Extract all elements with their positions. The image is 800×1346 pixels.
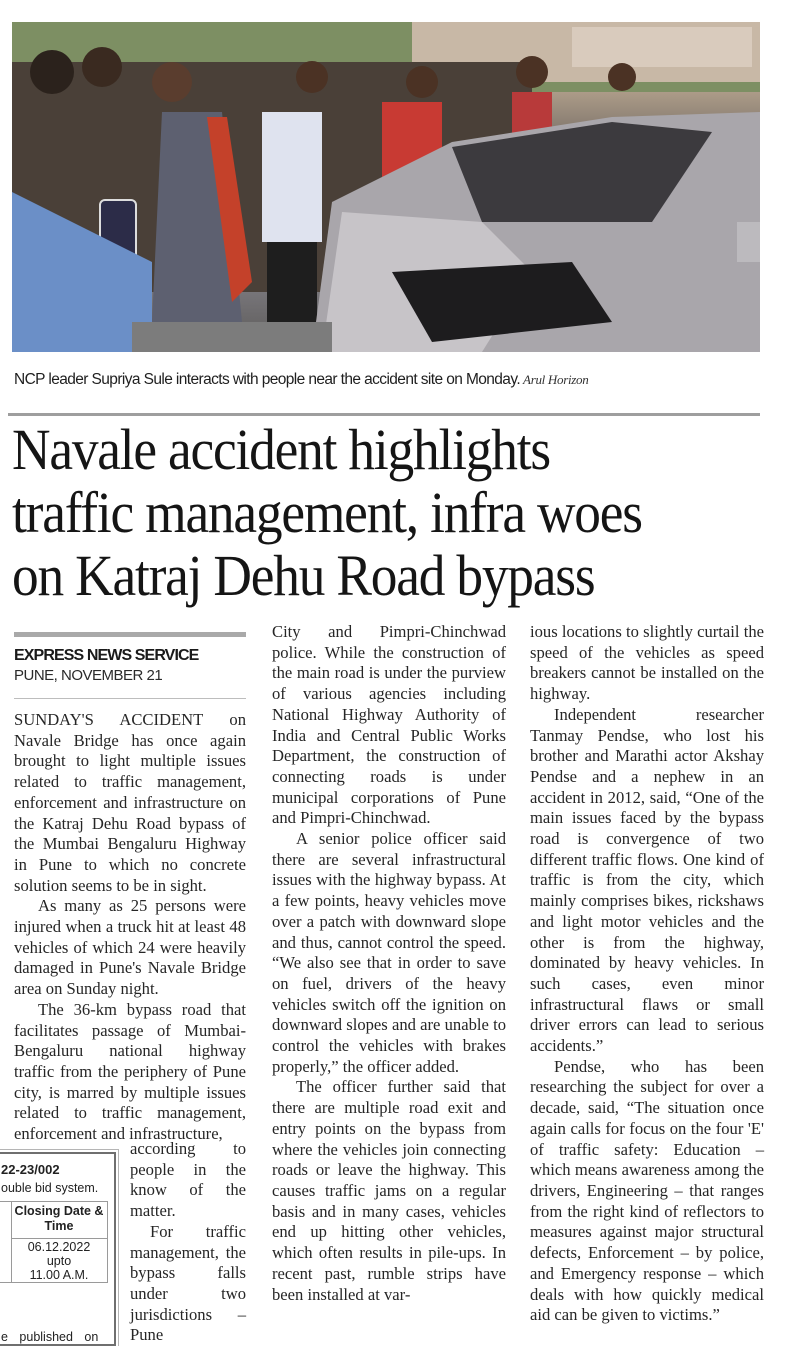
article-headline [12, 418, 730, 607]
paragraph: The officer further said that there are multiple road exit and entry points on the bypass from where the vehicles join connecting roads or leave the highway. This causes traffic jams on a regular basis and in many cases, vehicles end up hitting other vehicles, which often results in pile-ups. In recent past, rumble strips have been installed at var- [272, 1077, 506, 1304]
paragraph: Independent researcher Tanmay Pendse, who lost his brother and Marathi actor Akshay Pendse and a nephew in an accident in 2012, said, “One of the main issues faced by the bypass road is convergence of two different traffic flows. One kind of traffic is from the city, which mainly comprises bikes, rickshaws and light motor vehicles and the other is from the highway, dominated by heavy vehicles. In such cases, even minor infrastructural flaws or small driver errors can lead to serious accidents.” [530, 704, 764, 1056]
closing-date: 06.12.2022 [27, 1240, 91, 1254]
byline-agency: EXPRESS NEWS SERVICE [14, 647, 199, 664]
accident-scene-icon [12, 22, 760, 352]
section-divider [8, 413, 760, 416]
tender-closing-cell [12, 1240, 106, 1282]
paragraph: Pendse, who has been researching the subject for over a decade, said, “The situation once again calls for focus on the four 'E' of traffic safety: Education – which means awareness among the drivers, Engineering – that ranges from the right kind of reflectors to measures against major structural defects, Enforcement – by police, and Emergency response – which deals with how quickly medical aid can be given to victims.” [530, 1056, 764, 1325]
headline-line: traffic management, infra woes [12, 480, 642, 545]
paragraph: City and Pimpri-Chinchwad police. While the construction of the main road is under the purview of various agencies including National Highway Authority of India and Central Public Works Department, the construction of connecting roads is under municipal corporations of Pune and Pimpri-Chinchwad. [272, 622, 506, 828]
paragraph: As many as 25 persons were injured when a truck hit at least 48 vehicles of which 24 were heavily damaged in Pune's Navale Bridge area on Sunday night. [14, 896, 246, 999]
article-column-1-wrap [130, 1139, 246, 1346]
article-column-3 [530, 622, 764, 1326]
table-divider [12, 1238, 107, 1239]
headline-line: on Katraj Dehu Road bypass [12, 543, 595, 608]
photo-caption [14, 371, 774, 389]
caption-text: NCP leader Supriya Sule interacts with people near the accident site on Monday. [14, 371, 521, 388]
closing-time: 11.00 A.M. [29, 1268, 89, 1282]
article-column-1 [14, 622, 246, 1145]
byline-dateline: PUNE, NOVEMBER 21 [14, 667, 163, 684]
paragraph: according to people in the know of the matter. [130, 1139, 246, 1221]
closing-upto: upto [46, 1254, 72, 1268]
byline-divider [14, 632, 246, 637]
paragraph: For traffic management, the bypass falls under two jurisdictions – Pune [130, 1221, 246, 1345]
byline-divider [14, 698, 246, 699]
tender-column-header: Closing Date & Time [14, 1204, 104, 1233]
tender-advertisement [0, 1152, 116, 1346]
article-column-2 [272, 622, 506, 1305]
tender-footer: e published on [1, 1330, 99, 1344]
news-photo [12, 22, 760, 352]
tender-table [0, 1201, 108, 1283]
paragraph: The 36-km bypass road that facilitates passage of Mumbai-Bengaluru national highway traffic from the periphery of Pune city, is marred by multiple issues related to traffic management, enforcement and infrastructure, [14, 999, 246, 1144]
paragraph: SUNDAY'S ACCIDENT on Navale Bridge has once again brought to light multiple issues related to traffic management, enforcement and infrastructure on the Katraj Dehu Road bypass of the Mumbai Bengaluru Highway in Pune to which no concrete solution seems to be in sight. [14, 710, 246, 895]
headline-line: Navale accident highlights [12, 417, 550, 482]
paragraph: ious locations to slightly curtail the speed of the vehicles as speed breakers cannot be installed on the highway. [530, 622, 764, 704]
paragraph: A senior police officer said there are several infrastructural issues with the highway bypass. At a few points, heavy vehicles move over a patch with downward slope and thus, cannot control the speed. “We also see that in order to save on fuel, drivers of the heavy vehicles switch off the ignition on downward slopes and are unable to control the vehicles with brakes properly,” the officer added. [272, 829, 506, 1076]
tender-bid-system: ouble bid system. [1, 1181, 99, 1195]
photo-credit: Arul Horizon [523, 372, 589, 387]
tender-ref-number: 22-23/002 [1, 1162, 60, 1177]
